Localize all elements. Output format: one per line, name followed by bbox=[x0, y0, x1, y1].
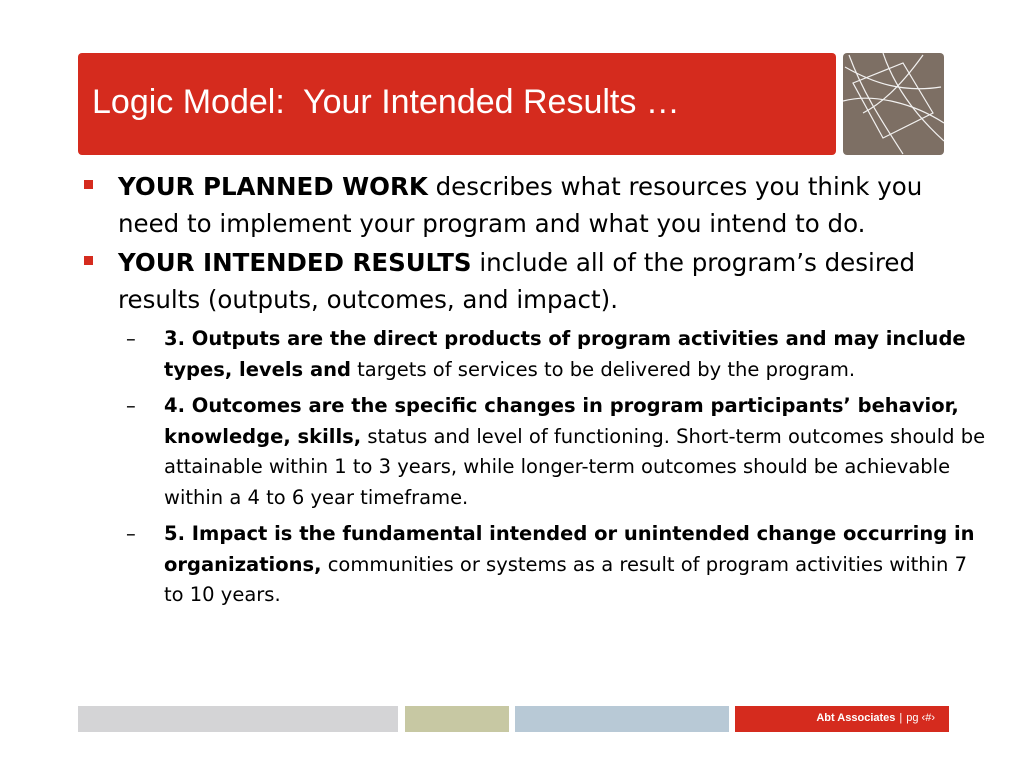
bullet-text: include all of the program’s desired results (outputs, outcomes, and impact). bbox=[118, 248, 915, 314]
slide-title: Logic Model: Your Intended Results … bbox=[92, 83, 680, 121]
bullet-square-icon bbox=[84, 256, 93, 265]
sub-bullet-outcomes bbox=[78, 391, 988, 513]
sub-bullet-text: status and level of functioning. Short-term outcomes should be attainable within 1 to 3 years, while longer-term outcomes should be achievable within a 4 to 6 year timeframe. bbox=[164, 424, 986, 509]
bullet-bold-text: YOUR PLANNED WORK bbox=[118, 172, 428, 201]
sub-bullet-bold-text: 3. Outputs are the direct products of program activities and may include types, levels and bbox=[164, 327, 966, 381]
footer-company: Abt Associates bbox=[816, 712, 896, 724]
dash-marker: – bbox=[126, 522, 136, 545]
footer-bar-olive bbox=[405, 706, 509, 732]
abt-logo bbox=[843, 53, 944, 155]
bullet-text: describes what resources you think you need to implement your program and what you intend to do. bbox=[118, 172, 923, 238]
bullet-bold-text: YOUR INTENDED RESULTS bbox=[118, 248, 472, 277]
footer-separator: | bbox=[899, 712, 903, 724]
bullet-intended-results bbox=[78, 244, 988, 318]
dash-marker: – bbox=[126, 394, 136, 417]
logo-lines-icon bbox=[843, 53, 944, 155]
sub-bullet-bold-text: 4. Outcomes are the specific changes in program participants’ behavior, knowledge, skills, bbox=[164, 394, 959, 448]
sub-bullet-text: communities or systems as a result of program activities within 7 to 10 years. bbox=[164, 552, 968, 606]
sub-bullet-impact bbox=[78, 519, 988, 611]
bullet-square-icon bbox=[84, 180, 93, 189]
footer-text bbox=[816, 712, 935, 724]
footer-bar-blue bbox=[515, 706, 729, 732]
sub-bullet-text: targets of services to be delivered by the program. bbox=[350, 357, 856, 381]
bullet-planned-work bbox=[78, 168, 988, 242]
title-bar bbox=[78, 53, 836, 155]
sub-bullet-outputs bbox=[78, 324, 988, 385]
dash-marker: – bbox=[126, 327, 136, 350]
sub-bullet-bold-text: 5. Impact is the fundamental intended or unintended change occurring in organizations, bbox=[164, 522, 975, 576]
footer-bar-gray bbox=[78, 706, 398, 732]
slide-body bbox=[78, 168, 988, 611]
footer-page-number: pg ‹#› bbox=[906, 712, 935, 724]
footer-bar-red bbox=[735, 706, 949, 732]
